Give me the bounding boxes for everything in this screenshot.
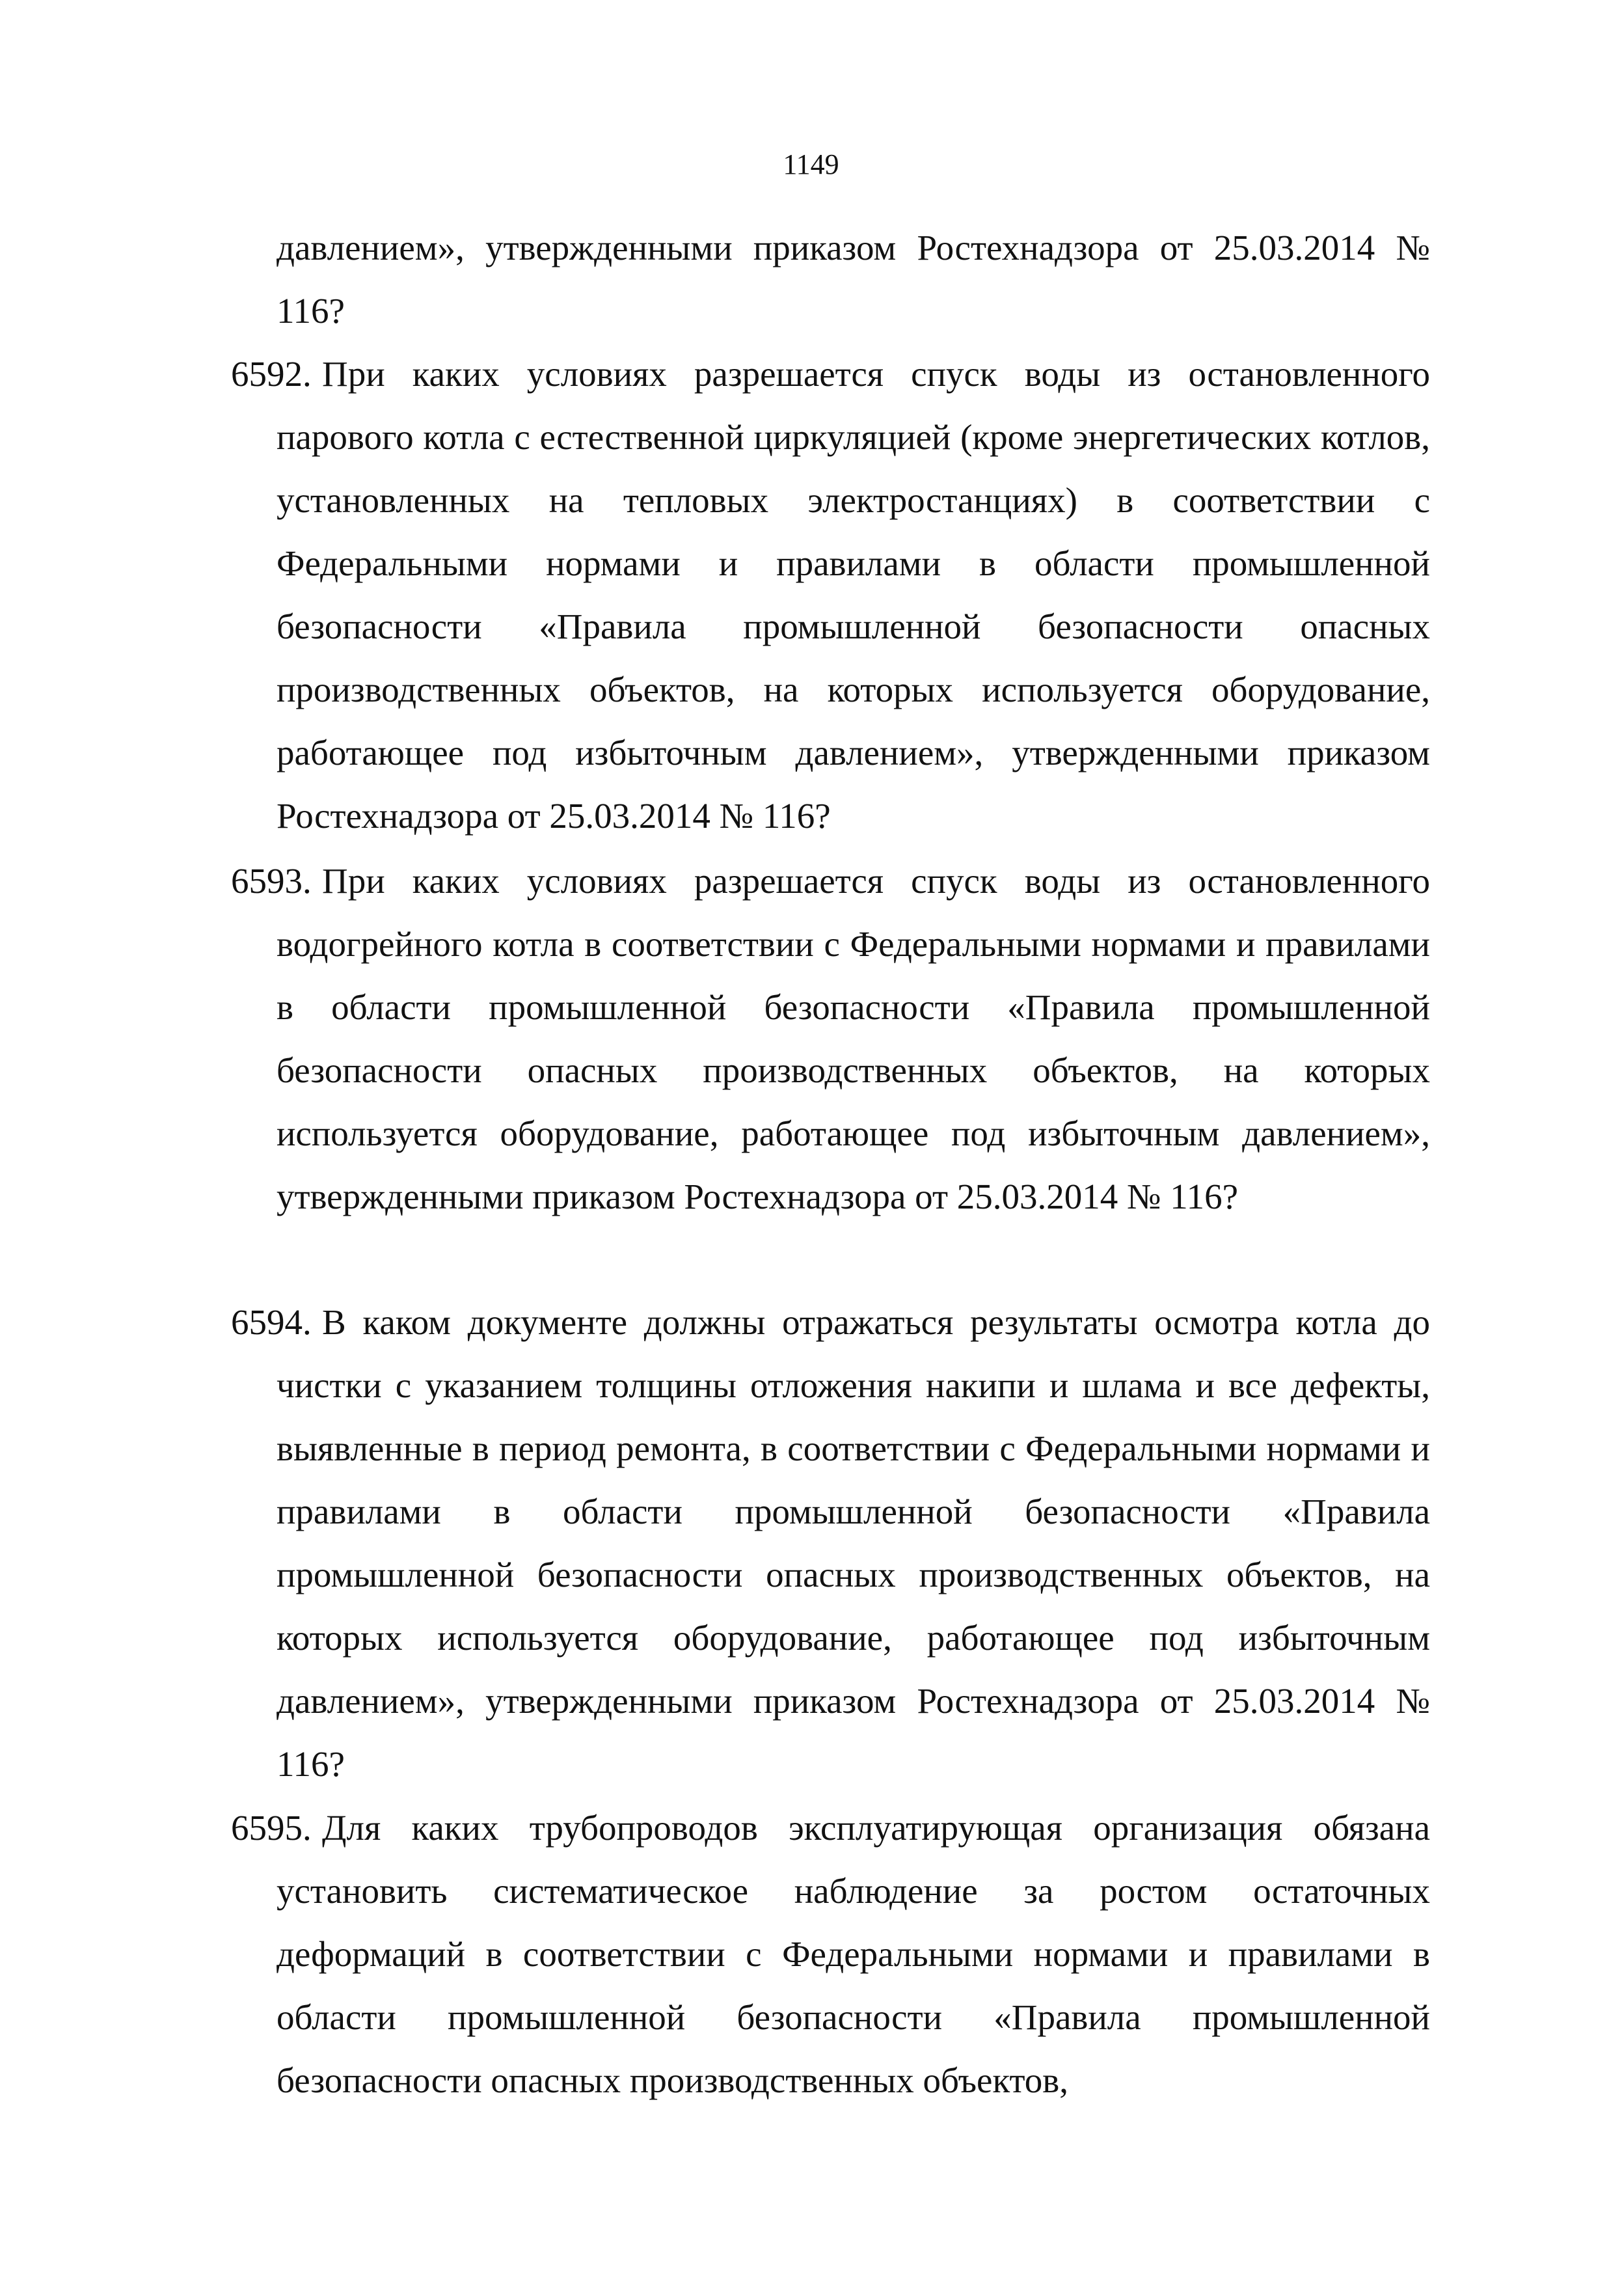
question-text: В каком документе должны отражаться результаты осмотра котла до чистки с указанием толщины отложения накипи и шлама и все дефекты, выявленные в период ремонта, в соответствии с Федеральными нормами и правилами в области промышленной безопасности «Правила промышленной безопасности опасных производственных объектов, на которых используется оборудование, работающее под избыточным давлением», утвержденными приказом Ростехнадзора от 25.03.2014 № 116? [277,1302,1430,1784]
continuation-paragraph: давлением», утвержденными приказом Ростехнадзора от 25.03.2014 № 116? [277,228,1430,331]
question-number: 6592. [231,354,312,394]
question-text: При каких условиях разрешается спуск воды из остановленного водогрейного котла в соответствии с Федеральными нормами и правилами в области промышленной безопасности «Правила промышленной безопасности опасных производственных объектов, на которых используется оборудование, работающее под избыточным давлением», утвержденными приказом Ростехнадзора от 25.03.2014 № 116? [277,861,1430,1216]
question-6592 [231,342,1430,847]
question-number: 6593. [231,861,312,901]
question-number: 6595. [231,1808,312,1848]
question-6594 [231,1291,1430,1796]
question-6595 [231,1796,1430,2112]
question-6593 [231,849,1430,1228]
page-number: 1149 [783,148,839,180]
question-number: 6594. [231,1302,312,1342]
question-text: Для каких трубопроводов эксплуатирующая организация обязана установить систематическое наблюдение за ростом остаточных деформаций в соответствии с Федеральными нормами и правилами в области промышленной безопасности «Правила промышленной безопасности опасных производственных объектов, [277,1808,1430,2100]
question-text: При каких условиях разрешается спуск воды из остановленного парового котла с естественной циркуляцией (кроме энергетических котлов, установленных на тепловых электростанциях) в соответствии с Федеральными нормами и правилами в области промышленной безопасности «Правила промышленной безопасности опасных производственных объектов, на которых используется оборудование, работающее под избыточным давлением», утвержденными приказом Ростехнадзора от 25.03.2014 № 116? [277,354,1430,836]
